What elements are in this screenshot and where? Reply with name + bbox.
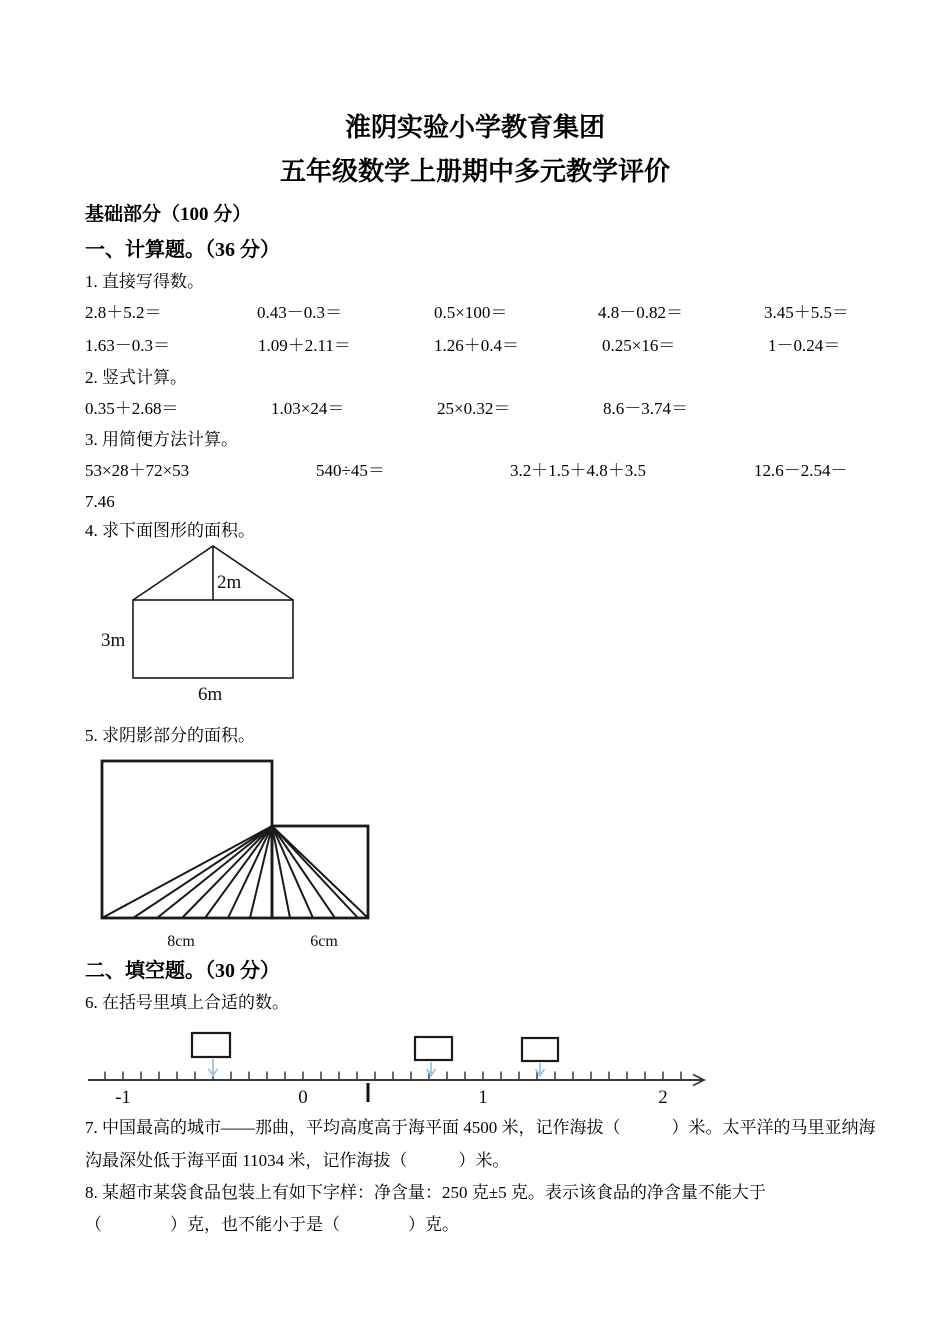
q4-label: 4. 求下面图形的面积。	[85, 521, 255, 540]
hatch-lines-right	[272, 826, 368, 918]
axis-label: 1	[478, 1087, 488, 1108]
q7-text-line1: 7. 中国最高的城市——那曲，平均高度高于海平面 4500 米，记作海拔（ ）米。太平洋的马里亚纳海	[85, 1118, 876, 1137]
q2-label: 2. 竖式计算。	[85, 368, 187, 387]
q2-expression: 0.35＋2.68＝	[85, 399, 179, 418]
answer-box	[522, 1038, 558, 1061]
axis-label: 2	[658, 1087, 668, 1108]
q1-expression: 1.09＋2.11＝	[258, 336, 351, 355]
pointer-arrow-icon	[427, 1062, 436, 1076]
q8-text-line1: 8. 某超市某袋食品包装上有如下字样：净含量：250 克±5 克。表示该食品的净含量不能大于	[85, 1183, 766, 1202]
roof-height-label: 2m	[217, 572, 242, 593]
q1-expression: 0.43－0.3＝	[257, 303, 342, 322]
q2-expression: 1.03×24＝	[271, 399, 345, 418]
section-basic-heading: 基础部分（100 分）	[85, 204, 252, 225]
q3-expression: 3.2＋1.5＋4.8＋3.5	[510, 461, 646, 480]
q2-expression: 25×0.32＝	[437, 399, 511, 418]
section-calc-heading: 一、计算题。（36 分）	[85, 239, 280, 261]
hatch-lines-left	[102, 826, 272, 918]
q3-expression: 53×28＋72×53	[85, 461, 190, 480]
q5-label: 5. 求阴影部分的面积。	[85, 726, 255, 745]
q1-expression: 2.8＋5.2＝	[85, 303, 162, 322]
q7-text-line2: 沟最深处低于海平面 11034 米，记作海拔（ ）米。	[85, 1151, 510, 1170]
q1-label: 1. 直接写得数。	[85, 272, 204, 291]
big-square-label: 8cm	[167, 933, 195, 950]
pointer-arrow-icon	[209, 1059, 218, 1076]
q3-expression: 12.6－2.54－	[754, 461, 848, 480]
extra-marker-bar	[367, 1083, 370, 1102]
q2-expression: 8.6－3.74＝	[603, 399, 688, 418]
q3-expression-wrap: 7.46	[85, 492, 115, 511]
answer-box	[192, 1033, 230, 1057]
q6-number-line	[85, 1025, 730, 1110]
answer-box	[415, 1037, 452, 1060]
q1-expression: 0.25×16＝	[602, 336, 676, 355]
q1-expression: 1.26＋0.4＝	[434, 336, 519, 355]
section-fill-heading: 二、填空题。（30 分）	[85, 960, 280, 982]
doc-title: 淮阴实验小学教育集团	[344, 113, 605, 142]
q6-label: 6. 在括号里填上合适的数。	[85, 993, 289, 1012]
axis-label: -1	[115, 1087, 131, 1108]
q8-text-line2: （ ）克，也不能小于是（ ）克。	[85, 1215, 459, 1234]
q3-expression: 540÷45＝	[316, 461, 385, 480]
q1-expression: 1.63－0.3＝	[85, 336, 170, 355]
house-rectangle	[133, 600, 293, 678]
q1-expression: 3.45＋5.5＝	[764, 303, 849, 322]
base-label: 6m	[198, 684, 223, 705]
q5-shaded-area-figure	[100, 758, 380, 954]
q1-expression: 0.5×100＝	[434, 303, 508, 322]
side-label: 3m	[101, 630, 126, 651]
axis-label: 0	[298, 1087, 308, 1108]
doc-subtitle: 五年级数学上册期中多元教学评价	[279, 157, 670, 186]
small-square-label: 6cm	[310, 933, 338, 950]
q4-house-figure	[95, 540, 325, 708]
q3-label: 3. 用简便方法计算。	[85, 430, 238, 449]
q1-expression: 4.8－0.82＝	[598, 303, 683, 322]
q1-expression: 1－0.24＝	[768, 336, 841, 355]
